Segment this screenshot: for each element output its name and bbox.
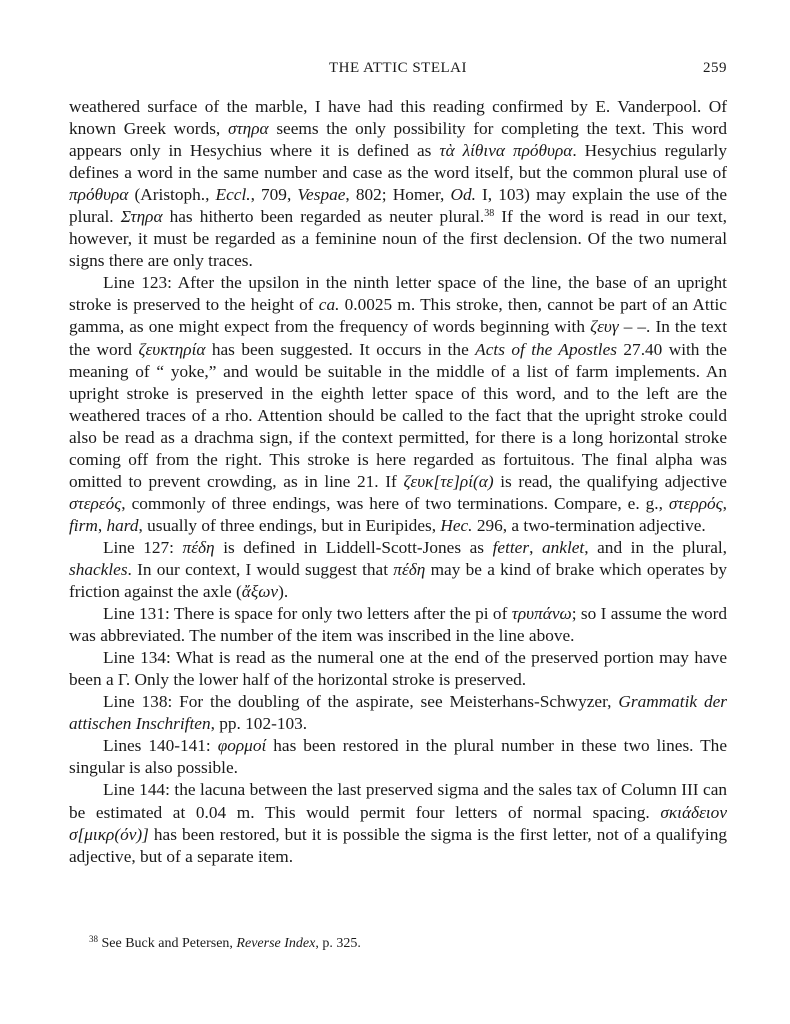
- italic-text: Od.: [450, 185, 476, 205]
- text-run: I, 103) may explain the use of the plural.: [69, 185, 728, 227]
- italic-text: firm: [69, 515, 98, 535]
- italic-text: στερρός: [668, 493, 723, 513]
- text-run: . In our context, I would suggest that: [127, 559, 394, 579]
- text-run: , 709,: [250, 185, 298, 205]
- text-run: is defined in Liddell-Scott-Jones as: [214, 537, 493, 557]
- italic-text: Hec.: [440, 515, 473, 535]
- italic-text: σκιάδειον σ[μικρ(όν)]: [69, 802, 727, 844]
- italic-text: πέδη: [182, 537, 215, 557]
- text-run: , 802; Homer,: [345, 185, 451, 205]
- text-run: Lines 140-141:: [103, 736, 218, 756]
- running-head: [69, 60, 727, 84]
- text-run: weathered surface of the marble, I have had this reading confirmed by E. Vanderpool. Of known Greek words,: [69, 97, 727, 139]
- text-run: If the word is read in our text, however, it must be regarded as a feminine noun of the first declension. Of the two numeral signs there are only traces.: [69, 207, 727, 271]
- italic-text: τρυπάνω: [511, 604, 572, 624]
- text-run: ; so I assume the word was abbreviated. The number of the item was inscribed in the line above.: [69, 604, 727, 646]
- text-run: , pp. 102-103.: [210, 714, 308, 734]
- italic-text: Acts of the Apostles: [475, 339, 617, 359]
- italic-text: ζευκ[τε]ρί(α): [403, 471, 494, 491]
- italic-text: τὰ λίθινα πρόθυρα: [439, 141, 573, 161]
- text-run: Line 123: After the upsilon in the ninth letter space of the line, the base of an upright stroke is preserved to the height of: [69, 273, 727, 315]
- text-run: 296, a two-termination adjective.: [472, 515, 706, 535]
- text-run: . Hesychius regularly defines a word in the same number and case as the word itself, but the common plural use of: [69, 141, 727, 183]
- text-run: , commonly of three endings, was here of two terminations. Compare, e. g.,: [121, 493, 669, 513]
- paragraph: [69, 735, 727, 779]
- text-run: ,: [97, 515, 107, 535]
- text-run: , usually of three endings, but in Euripides,: [138, 515, 441, 535]
- text-run: (Aristoph.,: [128, 185, 216, 205]
- text-run: Line 138: For the doubling of the aspirate, see Meisterhans-Schwyzer,: [103, 692, 619, 712]
- running-title: THE ATTIC STELAI: [329, 60, 467, 76]
- text-run: ).: [278, 582, 289, 602]
- italic-text: φορμοί: [217, 736, 267, 756]
- footnote-number: 38: [89, 934, 98, 944]
- text-run: is read, the qualifying adjective: [493, 471, 727, 491]
- text-run: Line 127:: [103, 537, 183, 557]
- paragraph: [69, 779, 727, 867]
- italic-text: hard: [106, 515, 139, 535]
- footnote: [89, 935, 729, 953]
- body-text: [69, 96, 727, 868]
- italic-text: shackles: [69, 559, 128, 579]
- italic-text: Vespae: [297, 185, 346, 205]
- paragraph: [69, 603, 727, 647]
- text-run: has hitherto been regarded as neuter plural.: [162, 207, 485, 227]
- page-number: 259: [703, 60, 727, 76]
- italic-text: ca.: [318, 295, 340, 315]
- italic-text: Reverse Index: [236, 936, 316, 951]
- text-run: , p. 325.: [315, 936, 361, 951]
- paragraph: [69, 272, 727, 537]
- text-run: ,: [722, 493, 727, 513]
- italic-text: στερεός: [69, 493, 122, 513]
- footnote-ref: 38: [484, 208, 495, 220]
- text-run: 0.0025 m. This stroke, then, cannot be part of an Attic gamma, as one might expect from the frequency of words beginning with: [69, 295, 727, 337]
- italic-text: anklet: [542, 537, 585, 557]
- text-run: Line 131: There is space for only two letters after the pi of: [103, 604, 512, 624]
- paragraph: [69, 537, 727, 603]
- italic-text: Eccl.: [215, 185, 251, 205]
- italic-text: Στηρα: [120, 207, 163, 227]
- italic-text: ζευκτηρία: [138, 339, 206, 359]
- text-run: – –. In the text the word: [69, 317, 728, 359]
- paragraph: [69, 96, 727, 272]
- text-run: may be a kind of brake which operates by friction against the axle (: [69, 559, 728, 602]
- text-run: has been restored, but it is possible the sigma is the first letter, not of a qualifying adjective, but of a separate item.: [69, 824, 727, 866]
- text-run: seems the only possibility for completing the text. This word appears only in Hesychius where it is defined as: [69, 119, 728, 161]
- text-run: See Buck and Petersen,: [101, 936, 237, 951]
- paragraph: [69, 691, 727, 735]
- italic-text: πρόθυρα: [69, 185, 129, 205]
- text-run: Line 144: the lacuna between the last preserved sigma and the sales tax of Column III can be estimated at 0.04 m. This would permit four letters of normal spacing.: [69, 780, 727, 822]
- italic-text: στηρα: [227, 119, 269, 139]
- text-run: has been suggested. It occurs in the: [205, 339, 476, 359]
- text-run: Line 134: What is read as the numeral one at the end of the preserved portion may have been a Γ. Only the lower half of the horizontal stroke is preserved.: [69, 648, 727, 690]
- italic-text: πέδη: [393, 559, 426, 579]
- italic-text: Grammatik der attischen Inschriften: [69, 692, 727, 734]
- italic-text: ζευγ: [590, 317, 619, 337]
- page: [69, 60, 727, 868]
- text-run: 27.40 with the meaning of “ yoke,” and would be suitable in the middle of a list of farm implements. An upright stroke is preserved in the eighth letter space of this word, and to the left are the weathered traces of a rho. Attention should be called to the fact that the upright stroke could also be read as a drachma sign, if the context permitted, for there is a long horizontal stroke coming off from the right. This stroke is here regarded as fortuitous. The final alpha was omitted to prevent crowding, as in line 21. If: [69, 339, 727, 491]
- text-run: , and in the plural,: [584, 537, 727, 557]
- italic-text: ἄξων: [241, 582, 279, 602]
- paragraph: [69, 647, 727, 691]
- italic-text: fetter: [492, 537, 530, 557]
- text-run: has been restored in the plural number in these two lines. The singular is also possible.: [69, 736, 727, 778]
- text-run: ,: [529, 537, 542, 557]
